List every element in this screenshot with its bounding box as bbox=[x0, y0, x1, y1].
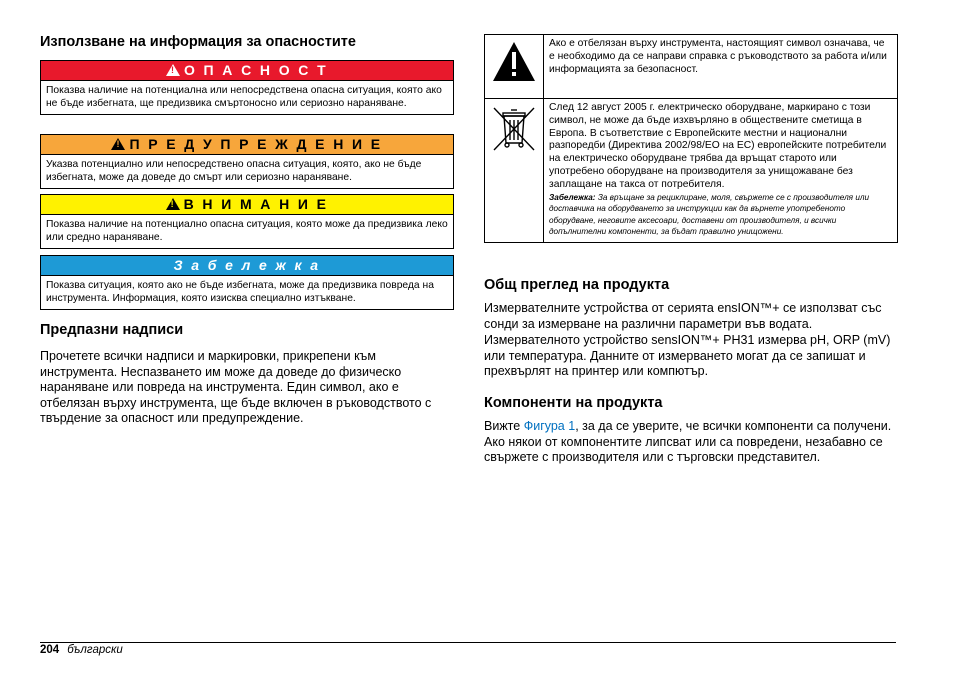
symbol-icon-cell bbox=[485, 35, 544, 99]
page-number: 204 bbox=[40, 644, 60, 656]
labels-paragraph: Прочетете всички надписи и маркировки, прикрепени към инструмента. Неспазването им може да доведе до физическо нараняване или повреда на инструмента. Един символ, ако е отбелязан върху инструмента, ще бъде включен в ръководството с твърдение за опасност или предупреждение. bbox=[40, 349, 432, 426]
figure-1-link[interactable]: Фигура 1 bbox=[523, 419, 576, 433]
labels-heading: Предпазни надписи bbox=[40, 322, 184, 338]
caution-header bbox=[41, 195, 453, 215]
footer-language: български bbox=[67, 644, 123, 656]
warning-label: П Р Е Д У П Р Е Ж Д Е Н И Е bbox=[129, 136, 383, 152]
symbol-text bbox=[544, 99, 898, 243]
warning-header bbox=[41, 135, 453, 155]
caution-label: В Н И М А Н И Е bbox=[183, 196, 329, 212]
symbol-row bbox=[485, 99, 898, 243]
danger-header bbox=[41, 61, 453, 81]
safety-heading: Използване на информация за опасностите bbox=[40, 34, 356, 50]
warning-triangle-icon bbox=[111, 138, 125, 150]
warning-triangle-icon bbox=[486, 36, 542, 92]
components-paragraph bbox=[484, 419, 898, 466]
warning-triangle-icon bbox=[166, 64, 180, 76]
components-heading: Компоненти на продукта bbox=[484, 395, 663, 411]
danger-box bbox=[40, 60, 454, 115]
symbol-icon-cell bbox=[485, 99, 544, 243]
crossed-out-wheelie-bin-icon bbox=[486, 100, 542, 160]
components-text-post: , за да се уверите, че всички компоненти са получени. Ако някои от компонентите липсват или са повредени, незабавно се свържете с производителя или с търговски представител. bbox=[484, 419, 892, 465]
overview-paragraph-2: Измервателното устройство sensION™+ PH31 измерва pH, ORP (mV) или температура. Данните от измерването могат да се запишат и прехвърлят на принтер или компютър. bbox=[484, 333, 891, 379]
warning-triangle-icon bbox=[166, 198, 180, 210]
weee-note bbox=[549, 192, 892, 238]
overview-heading: Общ преглед на продукта bbox=[484, 277, 670, 293]
overview-paragraph-1: Измервателните устройства от серията ensION™+ се използват със сонди за измерване на различни параметри във водата. bbox=[484, 301, 882, 331]
notice-box bbox=[40, 255, 454, 310]
symbols-table bbox=[484, 34, 898, 243]
danger-label: О П А С Н О С Т bbox=[183, 62, 329, 78]
weee-text: След 12 август 2005 г. електрическо оборудване, маркирано с този символ, не може да бъде изхвърляно в обществените сметища в Европа. В съответствие с Европейските местни и национални разпоредби (Директива 2002/98/EО на ЕС) европейските потребители на електрическо оборудване трябва да връщат старото или употребено оборудване на производителя за унищожаване без заплащане на такса от потребителя. bbox=[549, 102, 887, 190]
caution-box bbox=[40, 194, 454, 249]
warning-box bbox=[40, 134, 454, 189]
caution-text: Показва наличие на потенциално опасна ситуация, която може да предизвика леко или средно нараняване. bbox=[46, 219, 448, 243]
footer-rule bbox=[40, 642, 896, 643]
symbol-row bbox=[485, 35, 898, 99]
danger-text: Показва наличие на потенциална или непосредствена опасна ситуация, която ако не бъде избегната, ще предизвика смъртоносно или сериозно нараняване. bbox=[46, 85, 442, 109]
warning-text: Указва потенциално или непосредствено опасна ситуация, която, ако не бъде избегната, може да доведе до смърт или сериозно нараняване. bbox=[46, 159, 422, 183]
notice-text: Показва ситуация, която ако не бъде избегната, може да предизвика повреда на инструмента. Информация, която изисква специално изтъкване. bbox=[46, 280, 434, 304]
page-footer bbox=[40, 644, 123, 656]
note-text: За връщане за рециклиране, моля, свържете се с производителя или доставчика на оборудването за инструкции как да върнете употребеното оборудване, неговите аксесоари, доставени от производителя, и всички допълнителни компоненти, за бъдат правилно унищожени. bbox=[549, 192, 870, 237]
note-label: Забележка: bbox=[549, 192, 596, 202]
notice-header: З а б е л е ж к а bbox=[41, 256, 453, 276]
symbol-text: Ако е отбелязан върху инструмента, настоящият символ означава, че е необходимо да се направи справка с ръководството за работа и/или информацията за безопасност. bbox=[544, 35, 898, 99]
components-text-pre: Вижте bbox=[484, 419, 524, 433]
